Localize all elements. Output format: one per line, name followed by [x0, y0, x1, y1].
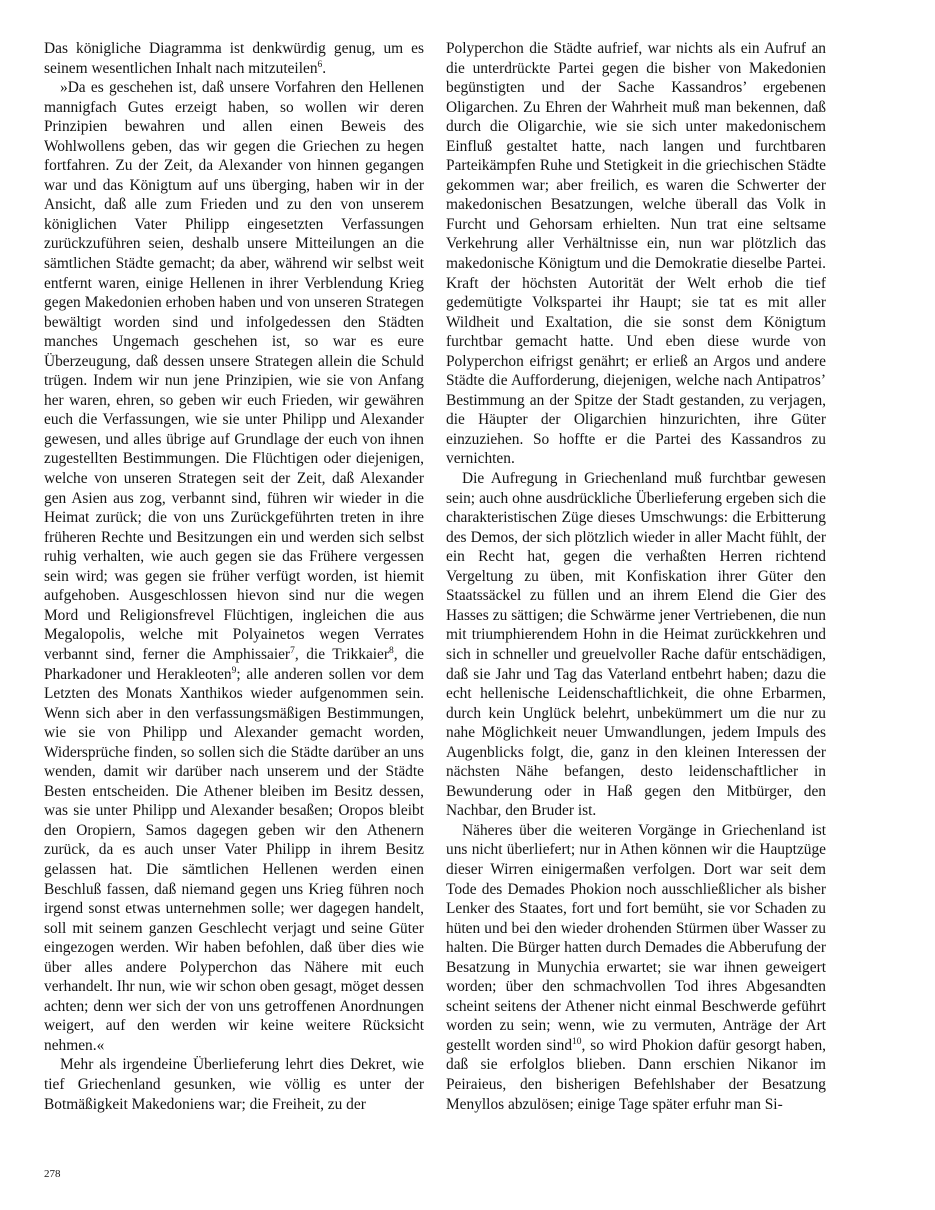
paragraph-polyperchon-call	[446, 39, 826, 469]
paragraph-text-d: ; alle anderen sollen vor dem Letzten des Monats Xanthikos wieder aufgenommen sein. Wenn sich aber in den verfassungsmäßigen Bestimmungen, wie sie von Philipp und Alexander gemacht worden, Widersprüche finden, so sollen sich die Städte darüber an uns wenden, damit wir darüber nach unserem und der Städte Besten entscheiden. Die Athener bleiben im Besitz dessen, was sie unter Philipp und Alexander besaßen; Oropos bleibt den Oropiern, Samos dagegen geben wir den Athenern zurück, da es auch unser Vater Philipp in ihrem Besitz gelassen hat. Die sämtlichen Hellenen werden einen Beschluß fassen, daß niemand gegen uns Krieg führen noch irgend sonst etwas unternehmen solle; wer dagegen handelt, soll mit seinem ganzen Geschlecht verjagt und seine Güter eingezogen werden. Wir haben befohlen, daß über dies wie über alles andere Polyperchon das Nähere mit euch verhandelt. Ihr nun, wie wir schon oben gesagt, möget dessen achten; denn wer sich der von uns getroffenen Anordnungen weigert, auf den werden wir keine weitere Rücksicht nehmen.«	[44, 665, 424, 1054]
paragraph-text-a: Näheres über die weiteren Vorgänge in Griechenland ist uns nicht überliefert; nur in Athen können wir die Hauptzüge dieser Wirren einigermaßen verfolgen. Dort war seit dem Tode des Demades Phokion noch ausschließlicher als bisher Lenker des Staates, fort und fort bemüht, sie vor Schaden zu hüten und bei den wieder drohenden Stürmen über Wasser zu halten. Die Bürger hatten durch Demades die Abberufung der Besatzung in Munychia erwartet; sie war ihnen geweigert worden; über den schmachvollen Tod ihres Abgesandten scheint seitens der Athener nicht einmal Beschwerde geführt worden zu sein; wenn, wie zu vermuten, Anträge der Art gestellt worden sind	[446, 821, 826, 1054]
paragraph-decree-quote	[44, 78, 424, 1055]
paragraph-text-b: , so wird Phokion dafür gesorgt haben, daß sie erfolglos blieben. Dann erschien Nikanor im Peiraieus, den bisherigen Befehlshaber der Besatzung Menyllos abzulösen; einige Tage später erfuhr man Si-	[446, 1036, 826, 1113]
paragraph-text: Mehr als irgendeine Überlieferung lehrt dies Dekret, wie tief Griechenland gesunken, wie völlig es unter der Botmäßigkeit Makedoniens war; die Freiheit, zu der	[44, 1056, 424, 1113]
footnote-ref-9[interactable]: 9	[231, 665, 237, 676]
paragraph-athens-events	[446, 821, 826, 1114]
footnote-ref-6[interactable]: 6	[317, 59, 323, 70]
footnote-ref-8[interactable]: 8	[389, 645, 394, 656]
right-column	[446, 39, 826, 1114]
paragraph-unrest-greece	[446, 469, 826, 821]
paragraph-text-b: , die Trikkaier	[294, 645, 390, 663]
paragraph-text-c: , die Pharkadoner und Herakleoten	[44, 645, 424, 683]
left-column	[44, 39, 424, 1114]
footnote-ref-7[interactable]: 7	[290, 645, 295, 656]
paragraph-tail: .	[322, 59, 327, 77]
paragraph-text: Das königliche Diagramma ist denkwürdig genug, um es seinem wesentlichen Inhalt nach mitzuteilen	[44, 40, 424, 77]
paragraph-diagramma-intro	[44, 39, 424, 78]
paragraph-decree-commentary	[44, 1055, 424, 1114]
paragraph-text-a: »Da es geschehen ist, daß unsere Vorfahren den Hellenen mannigfach Gutes erzeigt haben, so wollen wir deren Prinzipien bewahren und allen einen Beweis des Wohlwollens geben, das wir gegen die Griechen zu hegen fortfahren. Zu der Zeit, da Alexander von hinnen gegangen war und das Königtum auf uns überging, haben wir in der Ansicht, daß alle zum Frieden und zu den von unserem königlichen Vater Philipp eingesetzten Verfassungen zurückzuführen seien, deshalb unsere Mitteilungen an die sämtlichen Städte gemacht; da aber, während wir selbst weit entfernt waren, einige Hellenen in ihrer Verblendung Krieg gegen Makedonien erhoben haben und von unseren Strategen bewältigt worden sind und infolgedessen den Städten manches Ungemach geschehen ist, so war es eure Überzeugung, daß dessen unsere Strategen allein die Schuld trügen. Indem wir nun jene Prinzipien, wie sie von Anfang her waren, ehren, so geben wir euch Frieden, wir gewähren euch die Verfassungen, wie sie unter Philipp und Alexander gewesen, und alles übrige auf Grundlage der euch von ihnen zugestellten Bestimmungen. Die Flüchtigen oder diejenigen, welche von unseren Strategen seit der Zeit, daß Alexander gen Asien aus zog, verbannt sind, führen wir wieder in die Heimat zurück; die von uns Zurückgeführten treten in ihre früheren Rechte und Besitzungen ein und werden sich selbst ruhig verhalten, wie auch gegen sie das Frühere vergessen sein wird; was gegen sie früher verfügt worden, ist hiemit aufgehoben. Ausgeschlossen hievon sind nur die wegen Mord und Religionsfrevel Flüchtigen, ingleichen die aus Megalopolis, welche mit Polyainetos wegen Verrates verbannt sind, ferner die Amphissaier	[44, 79, 424, 663]
paragraph-text: Die Aufregung in Griechenland muß furchtbar gewesen sein; auch ohne ausdrückliche Überlieferung ergeben sich die charakteristischen Züge dieses Umschwungs: die Erbitterung des Demos, der sich plötzlich wieder in aller Macht fühlt, der ein Recht hat, gegen die verhaßten Herren richtend Vergeltung zu üben, mit Konfiskation ihrer Güter den Staatssäckel zu füllen und an ihrem Elend die Gier des Hasses zu sättigen; die Schwärme jener Vertriebenen, die nun mit triumphierendem Hohn in die Heimat zurückkehren und sich in schneller und greuelvoller Rache dafür entschädigen, daß sie Jahr und Tag das Vaterland entbehrt haben; dazu die echt hellenische Leidenschaftlichkeit, die ohne Erbarmen, durch kein Unglück belehrt, unbekümmert um die nur zu nahe Möglichkeit neuer Umwandlungen, jedem Impuls des Augenblicks folgt, die, ganz in den kleinen Interessen der nächsten Nähe befangen, desto leidenschaftlicher in Bewunderung oder in Haß gegen den Mitbürger, den Nachbar, den Bruder ist.	[446, 470, 826, 820]
paragraph-text: Polyperchon die Städte aufrief, war nichts als ein Aufruf an die unterdrückte Partei gegen die bisher von Makedonien begünstigten und der Sache Kassandros’ ergebenen Oligarchen. Zu Ehren der Wahrheit muß man bekennen, daß durch die Oligarchie, wie sie sich unter makedonischem Einfluß gestaltet hatte, nach langen und furchtbaren Parteikämpfen Ruhe und Stetigkeit in die griechischen Städte gekommen war; aber freilich, es waren die Schwerter der makedonischen Besatzungen, welche überall das Volk in Furcht und Gehorsam erhielten. Nun trat eine seltsame Verkehrung aller Verhältnisse ein, nun war plötzlich das makedonische Königtum und die Demokratie dieselbe Partei. Kraft der höchsten Autorität der Welt erhob die tief gedemütigte Volkspartei ihr Haupt; sie tat es mit aller Wildheit und Exaltation, die sie sonst dem Königtum furchtbar gemacht hatte. Und eben diese wurde von Polyperchon eifrigst genährt; er erließ an Argos und andere Städte die Aufforderung, diejenigen, welche nach Antipatros’ Bestimmung an der Spitze der Stadt gestanden, zu verjagen, die Häupter der Oligarchien hinzurichten, ihre Güter einzuziehen. So hoffte er die Partei des Kassandros zu vernichten.	[446, 40, 826, 468]
footnote-ref-10[interactable]: 10	[572, 1036, 582, 1047]
page-number: 278	[44, 1168, 61, 1180]
